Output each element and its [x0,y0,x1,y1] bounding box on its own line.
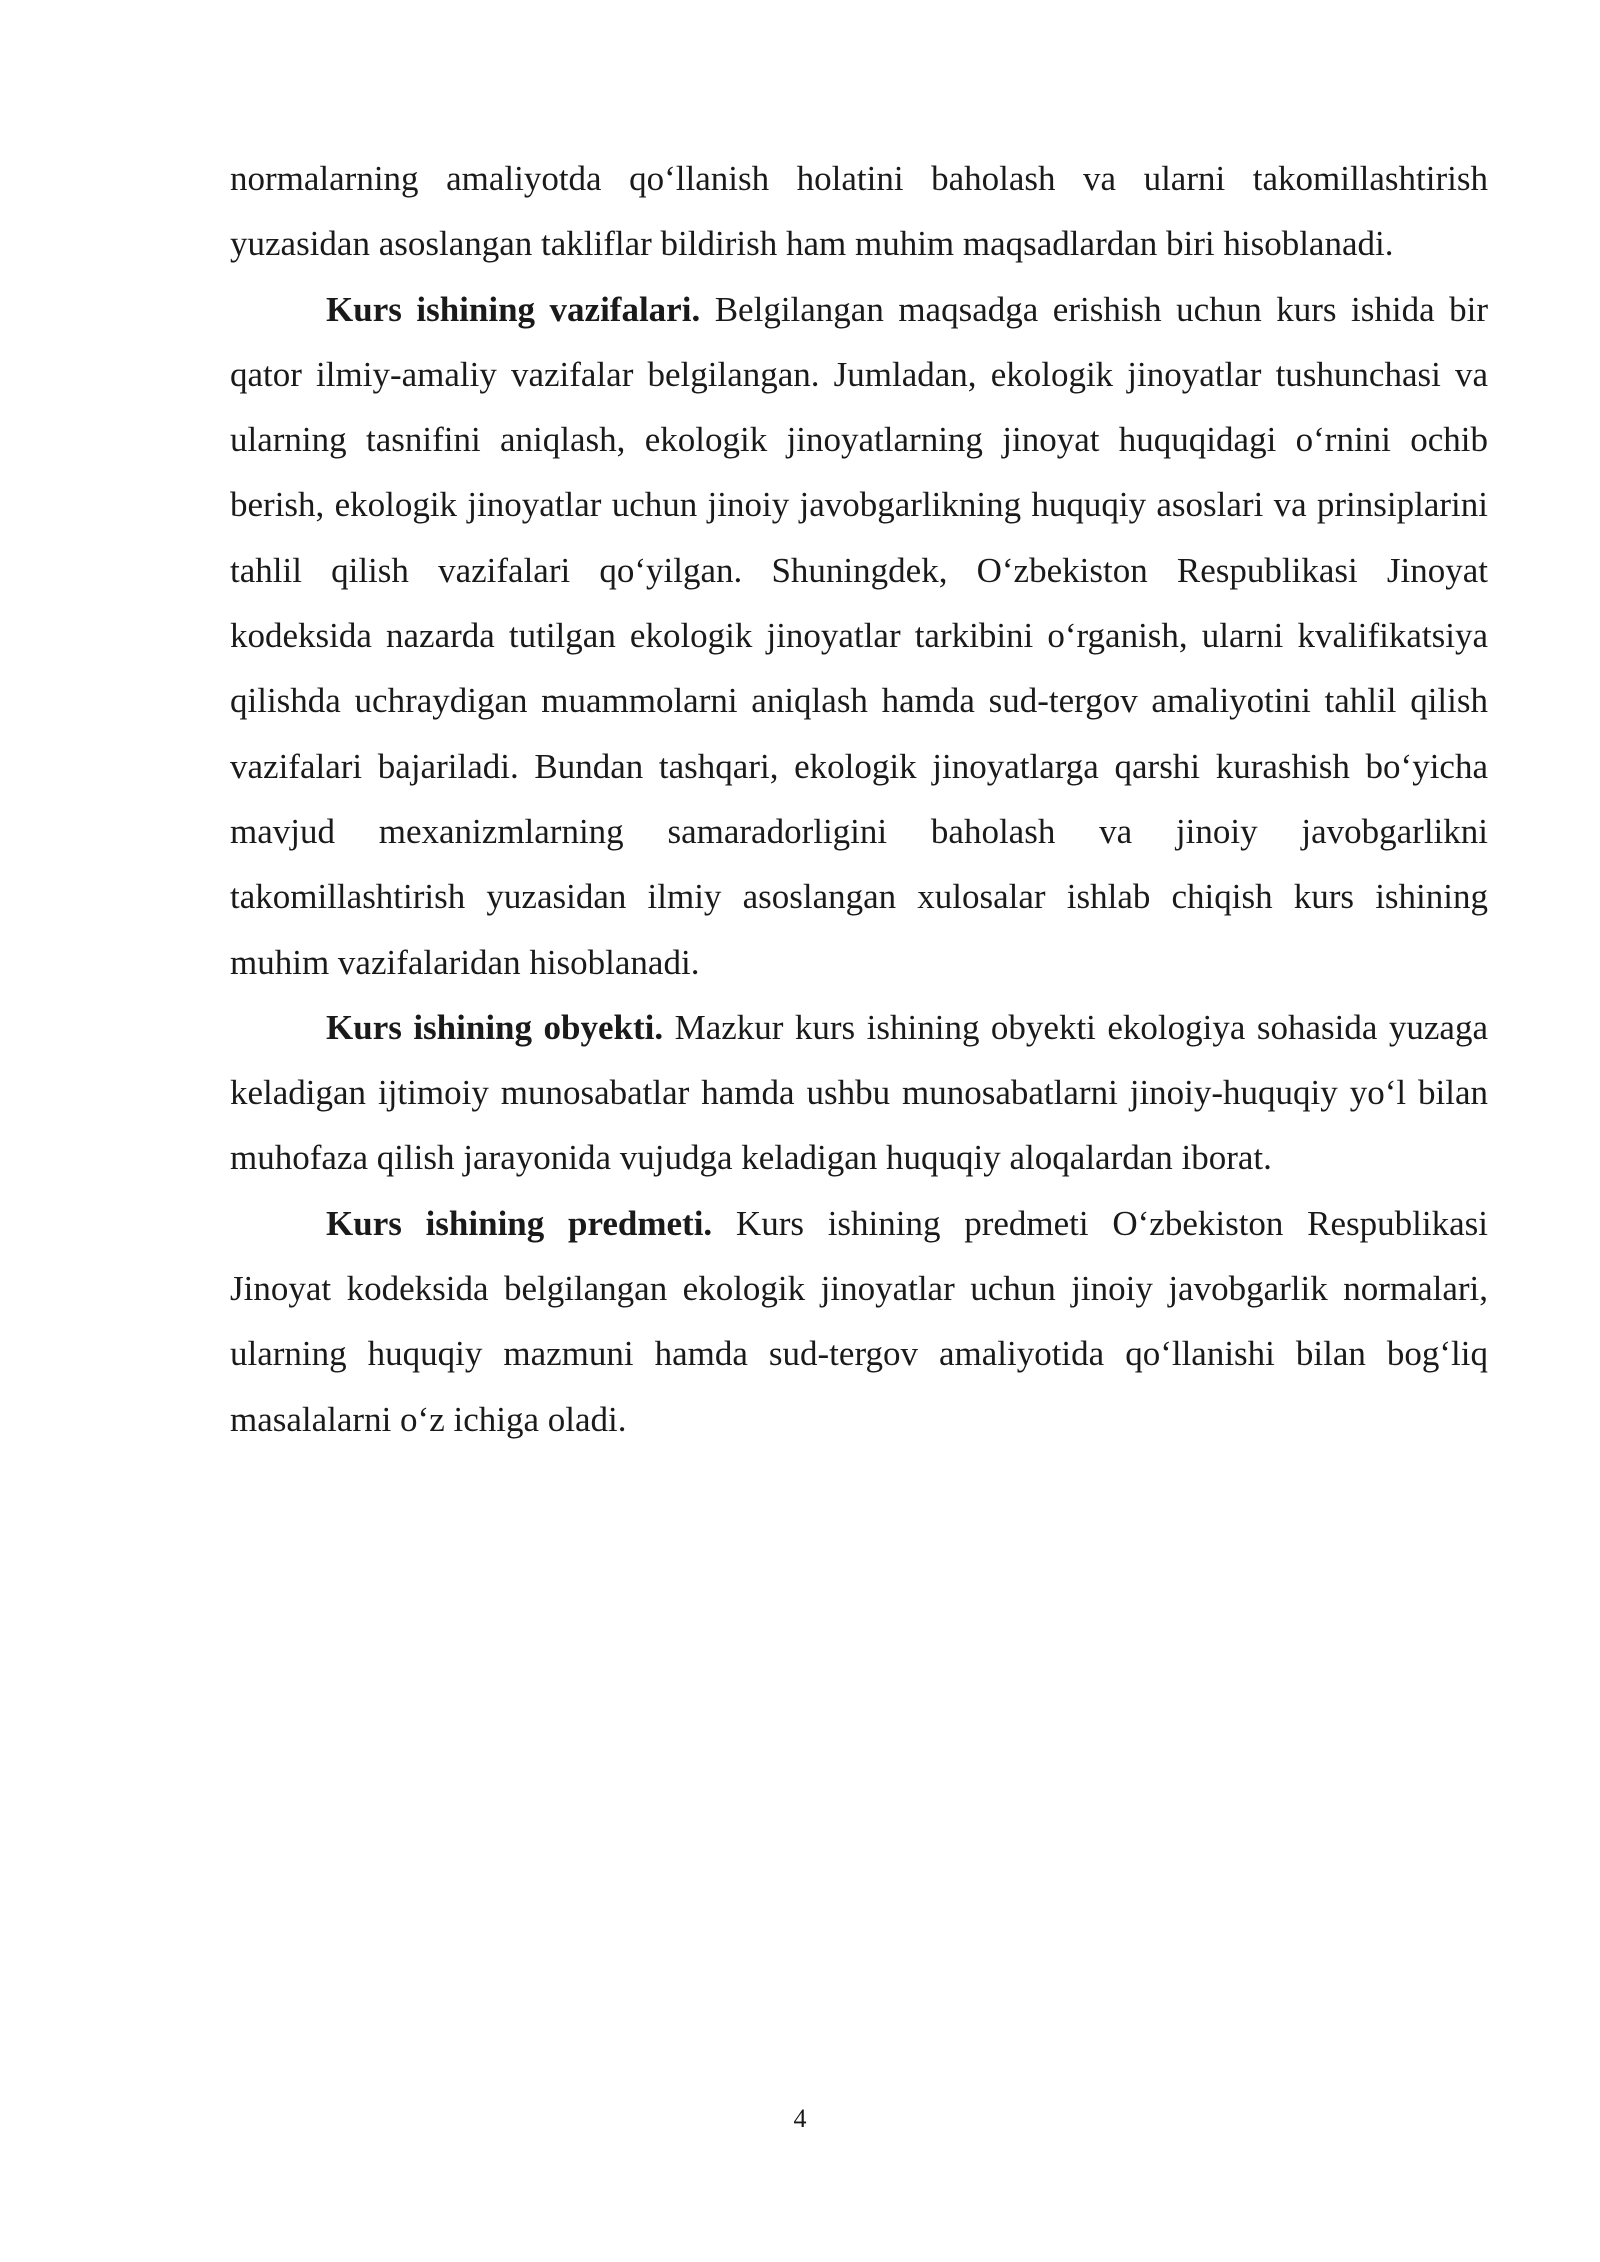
paragraph-tasks [230,277,1488,995]
paragraph-heading: Kurs ishining predmeti. [326,1203,713,1243]
paragraph-body: Kurs ishining predmeti O‘zbekiston Respublikasi Jinoyat kodeksida belgilangan ekologik jinoyatlar uchun jinoiy javobgarlik normalari, ularning huquqiy mazmuni hamda sud-tergov amaliyotida qo‘llanishi bilan bog‘liq masalalarni o‘z ichiga oladi. [230,1203,1488,1439]
paragraph-object [230,995,1488,1191]
paragraph-body: Mazkur kurs ishining obyekti ekologiya sohasida yuzaga keladigan ijtimoiy munosabatlar hamda ushbu munosabatlarni jinoiy-huquqiy yo‘l bilan muhofaza qilish jarayonida vujudga keladigan huquqiy aloqalardan iborat. [230,1007,1488,1178]
paragraph-heading: Kurs ishining vazifalari. [326,289,701,329]
body-text [230,146,1488,1452]
page-number: 4 [793,2104,807,2133]
paragraph-body: normalarning amaliyotda qo‘llanish holatini baholash va ularni takomillashtirish yuzasidan asoslangan takliflar bildirish ham muhim maqsadlardan biri hisoblanadi. [230,159,1488,264]
paragraph-continuation [230,146,1488,277]
paragraph-heading: Kurs ishining obyekti. [326,1007,664,1047]
paragraph-body: Belgilangan maqsadga erishish uchun kurs ishida bir qator ilmiy-amaliy vazifalar belgilangan. Jumladan, ekologik jinoyatlar tushunchasi va ularning tasnifini aniqlash, ekologik jinoyatlarning jinoyat huquqidagi o‘rnini ochib berish, ekologik jinoyatlar uchun jinoiy javobgarlikning huquqiy asoslari va prinsiplarini tahlil qilish vazifalari qo‘yilgan. Shuningdek, O‘zbekiston Respublikasi Jinoyat kodeksida nazarda tutilgan ekologik jinoyatlar tarkibini o‘rganish, ularni kvalifikatsiya qilishda uchraydigan muammolarni aniqlash hamda sud-tergov amaliyotini tahlil qilish vazifalari bajariladi. Bundan tashqari, ekologik jinoyatlarga qarshi kurashish bo‘yicha mavjud mexanizmlarning samaradorligini baholash va jinoiy javobgarlikni takomillashtirish yuzasidan ilmiy asoslangan xulosalar ishlab chiqish kurs ishining muhim vazifalaridan hisoblanadi. [230,289,1488,982]
paragraph-subject [230,1191,1488,1452]
